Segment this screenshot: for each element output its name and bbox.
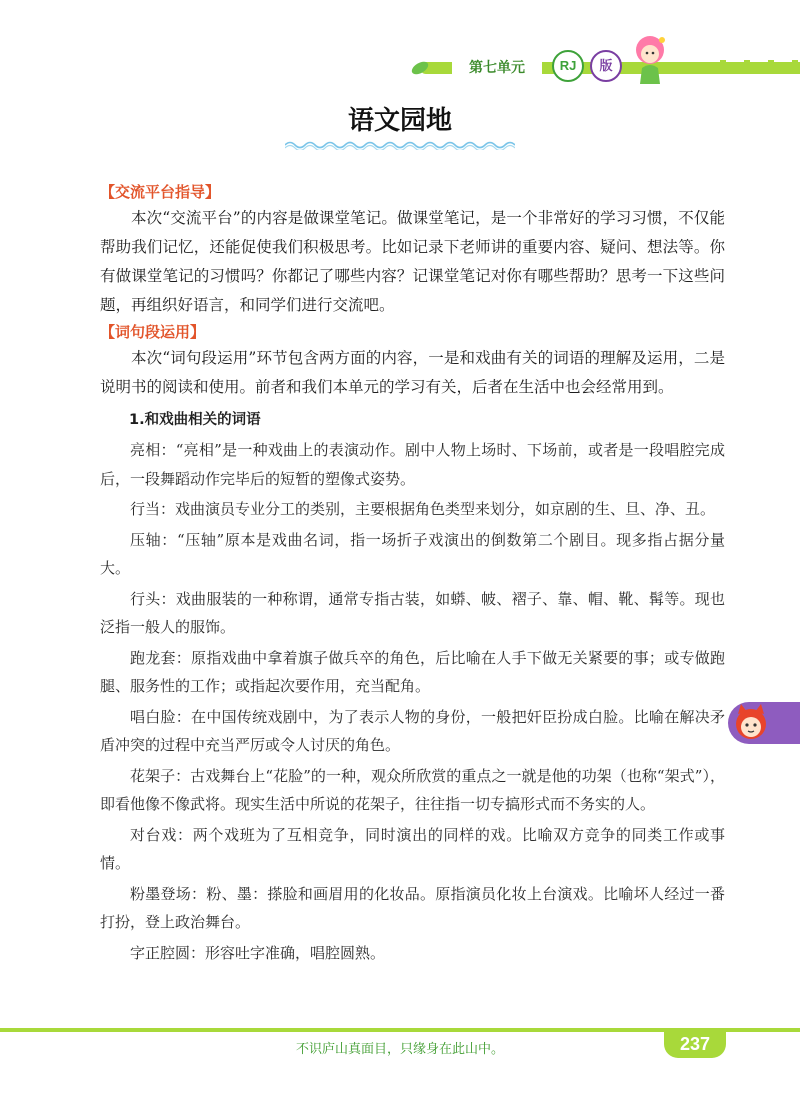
entry-changbailian: 唱白脸：在中国传统戏剧中，为了表示人物的身份，一般把奸臣扮成白脸。比喻在解决矛盾冲突的过程中充当严厉或令人讨厌的角色。	[100, 707, 725, 754]
edition-badge-ban: 版	[590, 50, 622, 82]
cat-mascot-icon	[731, 702, 771, 744]
entry-yazhou: 压轴：“压轴”原本是戏曲名词，指一场折子戏演出的倒数第二个剧目。现多指占据分量大。	[100, 530, 725, 577]
main-content	[100, 180, 725, 967]
page-title: 语文园地	[347, 106, 452, 136]
leaf-icon	[410, 58, 430, 78]
words-paragraph: 本次“词句段运用”环节包含两方面的内容，一是和戏曲有关的词语的理解及运用，二是说明书的阅读和使用。前者和我们本单元的学习有关，后者在生活中也会经常用到。	[100, 349, 725, 396]
mascot-girl-icon	[620, 28, 680, 88]
entry-xingtou: 行头：戏曲服装的一种称谓，通常专指古装，如蟒、帔、褶子、靠、帽、靴、髯等。现也泛指一般人的服饰。	[100, 589, 725, 636]
page-number: 237	[664, 1030, 726, 1058]
section-heading-words: 【词句段运用】	[100, 323, 206, 341]
header-dot-pattern	[720, 60, 800, 76]
unit-label: 第七单元	[452, 55, 542, 79]
entry-liangxiang: 亮相：“亮相”是一种戏曲上的表演动作。剧中人物上场时、下场前，或者是一段唱腔完成后，一段舞蹈动作完毕后的短暂的塑像式姿势。	[100, 441, 725, 488]
exchange-paragraph: 本次“交流平台”的内容是做课堂笔记。做课堂笔记，是一个非常好的学习习惯，不仅能帮助我们记忆，还能促使我们积极思考。比如记录下老师讲的重要内容、疑问、想法等。你有做课堂笔记的习惯吗？你都记了哪些内容？记课堂笔记对你有哪些帮助？思考一下这些问题，再组织好语言，和同学们进行交流吧。	[100, 209, 725, 314]
entry-huajiazi: 花架子：古戏舞台上“花脸”的一种，观众所欣赏的重点之一就是他的功架（也称“架式”），即看他像不像武将。现实生活中所说的花架子，往往指一切专搞形式而不务实的人。	[100, 766, 725, 813]
page-header	[0, 0, 800, 95]
section-heading-exchange: 【交流平台指导】	[100, 183, 221, 201]
footer-motto: 不识庐山真面目，只缘身在此山中。	[295, 1042, 504, 1057]
entry-fenmodengchang: 粉墨登场：粉、墨：搽脸和画眉用的化妆品。原指演员化妆上台演戏。比喻坏人经过一番打扮，登上政治舞台。	[100, 884, 725, 931]
entry-zizhengqiangyuan: 字正腔圆：形容吐字准确，唱腔圆熟。	[130, 943, 386, 962]
entry-duitaixi: 对台戏：两个戏班为了互相竞争，同时演出的同样的戏。比喻双方竞争的同类工作或事情。	[100, 825, 725, 872]
edition-badge-rj: RJ	[552, 50, 584, 82]
title-wave-underline	[285, 140, 515, 150]
entry-hangdang: 行当：戏曲演员专业分工的类别，主要根据角色类型来划分，如京剧的生、旦、净、丑。	[130, 500, 716, 518]
entry-paolongtao: 跑龙套：原指戏曲中拿着旗子做兵卒的角色，后比喻在人手下做无关紧要的事；或专做跑腿、服务性的工作；或指起次要作用，充当配角。	[100, 648, 725, 695]
subheading-opera-words: 1.和戏曲相关的词语	[129, 412, 261, 428]
